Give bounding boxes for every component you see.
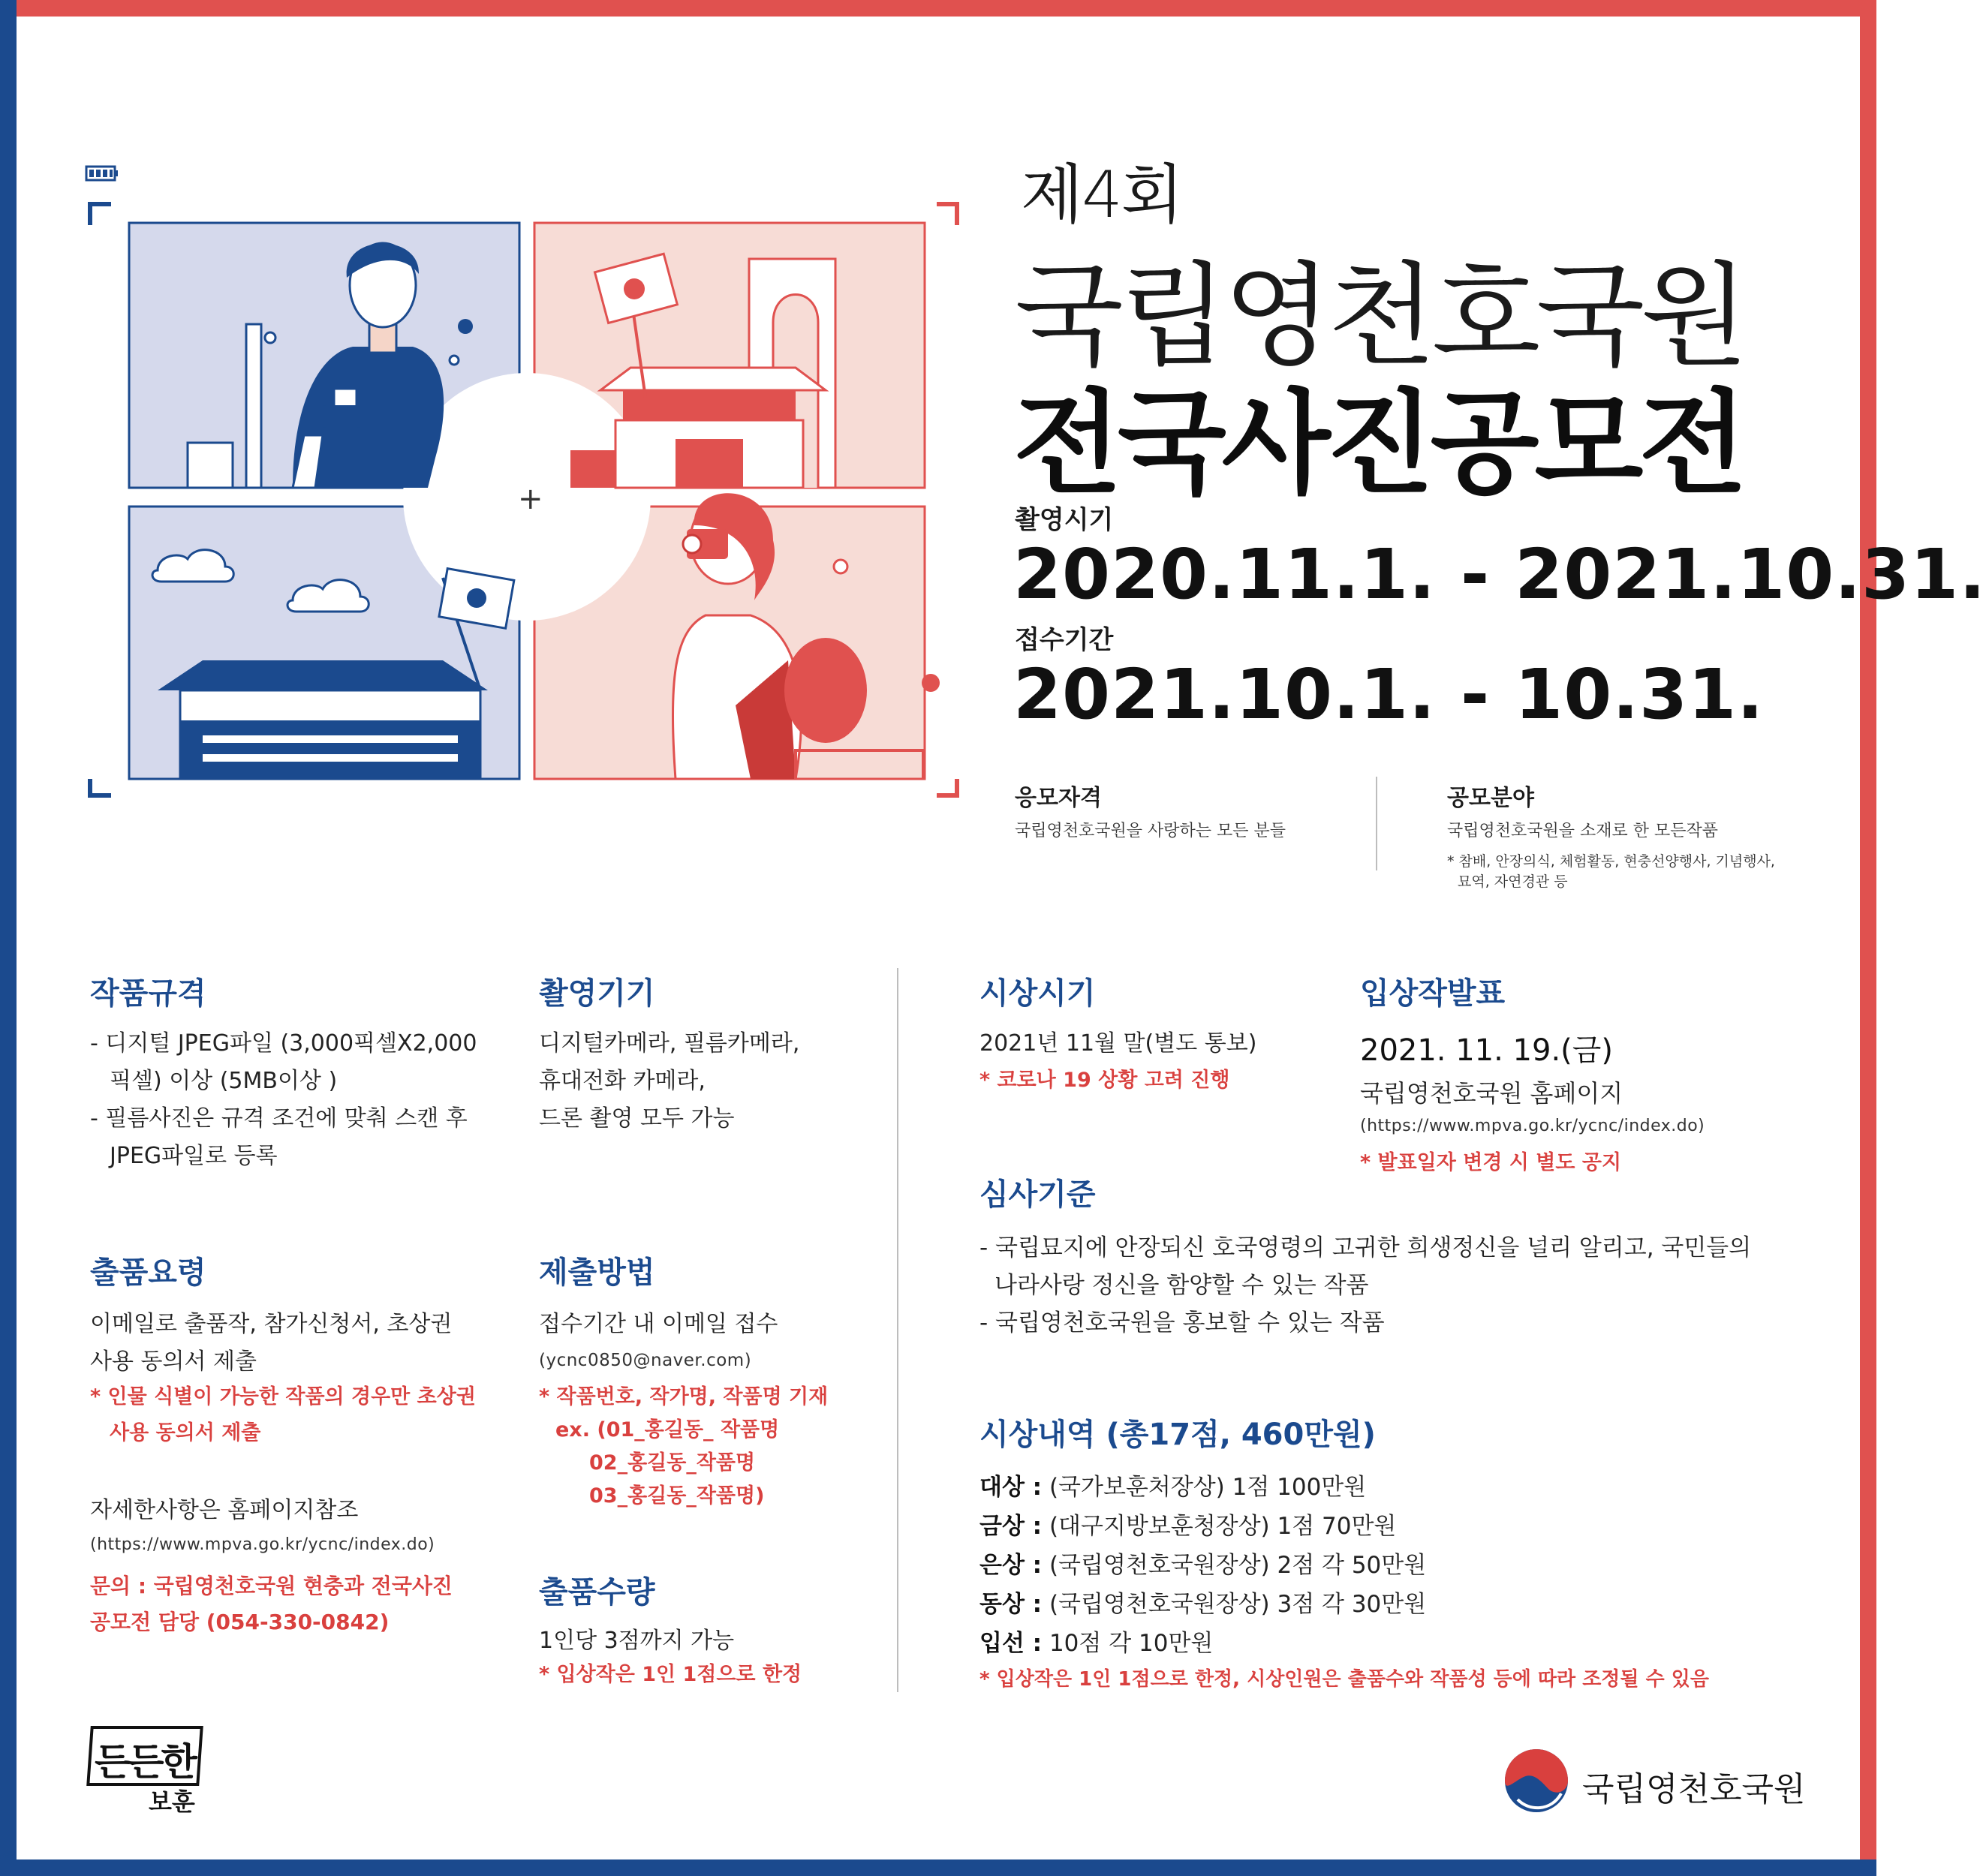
title-line2: 전국사진공모전 — [1013, 379, 1744, 510]
award-name: 대상 : — [979, 1474, 1043, 1501]
field-note-line1: * 참배, 안장의식, 체험활동, 현충선양행사, 기념행사, — [1447, 853, 1775, 870]
award-item-grand — [979, 1468, 1366, 1507]
slogan-line1: 든든한 — [95, 1740, 194, 1784]
announce-heading: 입상작발표 — [1360, 976, 1506, 1011]
edition-label: 제4회 — [1021, 158, 1182, 233]
guide-heading: 출품요령 — [90, 1255, 206, 1290]
quantity-note: * 입상작은 1인 1점으로 한정 — [539, 1663, 802, 1686]
method-heading: 제출방법 — [539, 1255, 655, 1290]
award-time-heading: 시상시기 — [979, 976, 1096, 1011]
slogan-logo — [89, 1718, 201, 1816]
spec-line4: JPEG파일로 등록 — [110, 1143, 278, 1169]
award-detail: (국립영천호국원장상) 3점 각 30만원 — [1049, 1591, 1427, 1618]
award-name: 은상 : — [979, 1552, 1043, 1579]
spec-heading: 작품규격 — [90, 976, 206, 1011]
award-detail: (국가보훈처장상) 1점 100만원 — [1049, 1474, 1367, 1501]
device-line3: 드론 촬영 모두 가능 — [539, 1105, 735, 1132]
method-note-line4: 03_홍길동_작품명) — [589, 1484, 765, 1508]
announce-note: * 발표일자 변경 시 별도 공지 — [1360, 1151, 1622, 1174]
taegeuk-emblem-icon — [1503, 1747, 1570, 1814]
award-item-gold — [979, 1507, 1396, 1546]
quantity-line: 1인당 3점까지 가능 — [539, 1628, 735, 1654]
eligibility-divider — [1376, 777, 1377, 870]
award-name: 입선 : — [979, 1630, 1043, 1657]
guide-note-line1: * 인물 식별이 가능한 작품의 경우만 초상권 — [90, 1385, 476, 1409]
award-item-honorable — [979, 1624, 1213, 1663]
eligibility-text: 국립영천호국원을 사랑하는 모든 분들 — [1015, 822, 1286, 840]
column-divider — [897, 968, 898, 1692]
guide-line2: 사용 동의서 제출 — [90, 1348, 257, 1375]
slogan-line2: 보훈 — [149, 1787, 195, 1816]
award-name: 금상 : — [979, 1513, 1043, 1540]
awards-heading: 시상내역 (총17점, 460만원) — [979, 1418, 1376, 1452]
method-email[interactable]: (ycnc0850@naver.com) — [539, 1351, 752, 1370]
receipt-period-label: 접수기간 — [1015, 625, 1114, 655]
method-note-line1: * 작품번호, 작가명, 작품명 기재 — [539, 1385, 829, 1409]
device-heading: 촬영기기 — [539, 976, 655, 1011]
detail-text: 자세한사항은 홈페이지참조 — [90, 1497, 359, 1523]
field-text: 국립영천호국원을 소재로 한 모든작품 — [1447, 822, 1719, 840]
detail-url[interactable]: (https://www.mpva.go.kr/ycnc/index.do) — [90, 1535, 435, 1554]
contact-line2: 공모전 담당 (054-330-0842) — [90, 1610, 390, 1634]
award-time-note: * 코로나 19 상황 고려 진행 — [979, 1069, 1230, 1092]
award-detail: (국립영천호국원장상) 2점 각 50만원 — [1049, 1552, 1427, 1579]
award-name: 동상 : — [979, 1591, 1043, 1618]
awards-note: * 입상작은 1인 1점으로 한정, 시상인원은 출품수와 작품성 등에 따라 조정될 수 있음 — [979, 1668, 1709, 1691]
illustration — [75, 150, 976, 810]
award-item-silver — [979, 1546, 1426, 1585]
award-detail: 10점 각 10만원 — [1049, 1630, 1214, 1657]
contact-line1: 문의 : 국립영천호국원 현충과 전국사진 — [90, 1574, 453, 1598]
criteria-line1: - 국립묘지에 안장되신 호국영령의 고귀한 희생정신을 널리 알리고, 국민들의 — [979, 1234, 1752, 1261]
device-line2: 휴대전화 카메라, — [539, 1068, 706, 1094]
title-line1: 국립영천호국원 — [1015, 251, 1745, 382]
method-line: 접수기간 내 이메일 접수 — [539, 1311, 778, 1337]
guide-note-line2: 사용 동의서 제출 — [110, 1421, 261, 1445]
bottom-border — [0, 1859, 1876, 1876]
award-item-bronze — [979, 1585, 1426, 1624]
method-note-line2: ex. (01_홍길동_ 작품명 — [555, 1418, 780, 1442]
shoot-period-label: 촬영시기 — [1015, 505, 1114, 535]
field-label: 공모분야 — [1447, 785, 1534, 811]
svg-text:+: + — [518, 482, 543, 516]
announce-date: 2021. 11. 19.(금) — [1360, 1033, 1614, 1068]
award-time-line: 2021년 11월 말(별도 통보) — [979, 1030, 1257, 1057]
criteria-line2: 나라사랑 정신을 함양할 수 있는 작품 — [995, 1272, 1369, 1299]
top-border — [0, 0, 1876, 17]
criteria-heading: 심사기준 — [979, 1177, 1096, 1212]
guide-line1: 이메일로 출품작, 참가신청서, 초상권 — [90, 1311, 453, 1337]
receipt-period-dates: 2021.10.1. - 10.31. — [1013, 654, 1765, 735]
award-detail: (대구지방보훈청장상) 1점 70만원 — [1049, 1513, 1397, 1540]
org-name: 국립영천호국원 — [1582, 1770, 1806, 1808]
spec-line1: - 디지털 JPEG파일 (3,000픽셀X2,000 — [90, 1030, 477, 1057]
quantity-heading: 출품수량 — [539, 1575, 655, 1610]
method-note-line3: 02_홍길동_작품명 — [589, 1451, 756, 1475]
eligibility-label: 응모자격 — [1015, 785, 1102, 811]
field-note-line2: 묘역, 자연경관 등 — [1458, 873, 1568, 890]
announce-url[interactable]: (https://www.mpva.go.kr/ycnc/index.do) — [1360, 1117, 1705, 1135]
device-line1: 디지털카메라, 필름카메라, — [539, 1030, 800, 1057]
battery-icon — [86, 167, 118, 180]
spec-line3: - 필름사진은 규격 조건에 맞춰 스캔 후 — [90, 1105, 468, 1132]
spec-line2: 픽셀) 이상 (5MB이상 ) — [110, 1068, 338, 1094]
criteria-line3: - 국립영천호국원을 홍보할 수 있는 작품 — [979, 1309, 1385, 1336]
announce-place: 국립영천호국원 홈페이지 — [1360, 1079, 1623, 1108]
left-border — [0, 0, 17, 1876]
shoot-period-dates: 2020.11.1. - 2021.10.31. — [1013, 534, 1986, 615]
right-border — [1860, 0, 1876, 1876]
